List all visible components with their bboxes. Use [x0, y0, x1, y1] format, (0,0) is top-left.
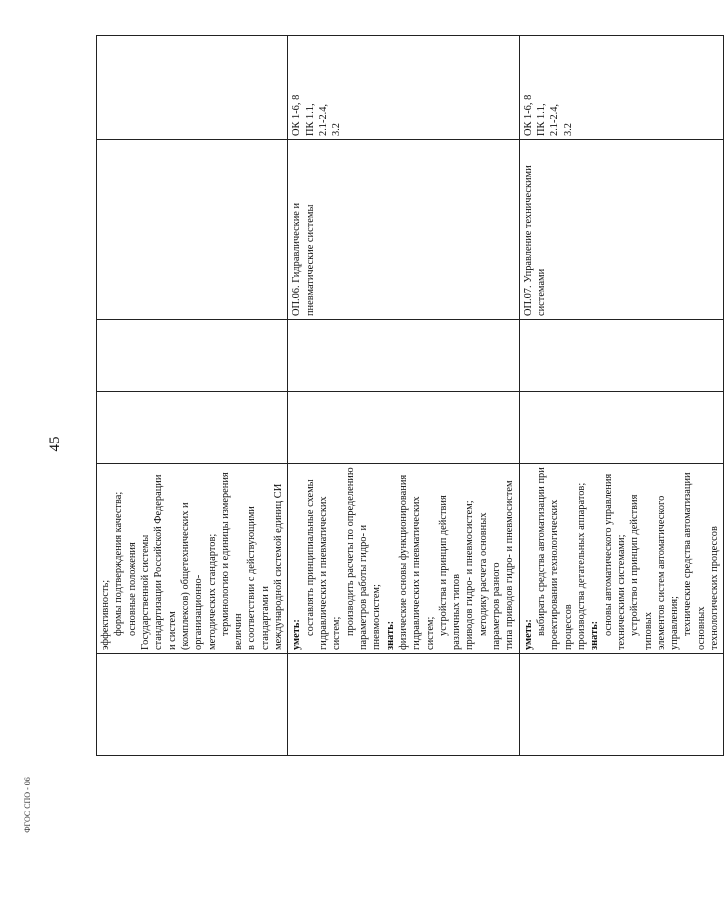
req-line: технологических процессов: [709, 526, 721, 650]
req-line: выбирать средства автоматизации при: [536, 467, 547, 636]
empty-cell: [97, 654, 288, 756]
req-line: технические средства автоматизации основных: [682, 472, 707, 650]
req-line: техническими системами;: [615, 534, 627, 650]
req-line: типа приводов гидро- и пневмосистем: [504, 480, 516, 650]
competence-line: ОК 1-6, 8: [522, 94, 534, 136]
req-line: методику расчета основных параметров разного: [477, 512, 503, 650]
competence-line: 2.1-2.4,: [318, 103, 329, 136]
req-line: эффективность;: [100, 579, 111, 650]
competence-line: 3.2: [562, 123, 574, 136]
competence-line: 3.2: [331, 123, 343, 136]
req-line: знать:: [384, 620, 396, 650]
requirements-cell: [288, 464, 519, 654]
req-line: гидравлических и пневматических систем;: [318, 496, 343, 650]
table-row: [519, 36, 724, 756]
competence-line: 2.1-2.4,: [549, 103, 561, 136]
curriculum-table: [96, 35, 724, 756]
req-line: производить расчеты по определению: [344, 467, 356, 636]
table-row: [97, 36, 288, 756]
req-line: стандартизации Российской Федерации и систем: [153, 474, 178, 650]
req-line: методических стандартов;: [206, 533, 218, 650]
subject-name: ОП.07. Управление техническими системами: [522, 165, 547, 316]
footer-stamp: ФГОС СПО - 06: [23, 777, 32, 833]
page-number: 45: [47, 436, 63, 452]
subject-name: ОП.06. Гидравлические и пневматические системы: [291, 202, 316, 316]
requirements-cell: [97, 464, 288, 654]
req-line: элементов систем автоматического управления;: [655, 495, 681, 650]
competences-cell: [519, 36, 724, 140]
req-line: параметров работы гидро- и пневмосистем;: [357, 524, 383, 650]
req-line: основные положения Государственной системы: [126, 534, 151, 650]
req-line: (комплексов) общетехнических и организационно-: [179, 502, 205, 650]
req-line: приводов гидро- и пневмосистем;: [464, 500, 476, 650]
req-line: основы автоматического управления: [602, 473, 614, 636]
empty-cell: [97, 320, 288, 392]
empty-cell: [519, 320, 724, 392]
req-line: устройство и принцип действия типовых: [629, 494, 654, 650]
req-line: физические основы функционирования: [397, 474, 409, 650]
req-line: составлять принципиальные схемы: [304, 479, 316, 636]
empty-cell: [519, 654, 724, 756]
req-line: гидравлических и пневматических систем;: [411, 496, 436, 650]
req-line: знать:: [589, 620, 601, 650]
rotated-table-wrapper: [96, 36, 721, 756]
req-line: международной системой единиц СИ: [273, 483, 285, 650]
empty-cell: [97, 392, 288, 464]
req-line: уметь:: [291, 619, 303, 650]
req-line: в соответствии с действующими стандартами и: [246, 506, 271, 650]
competence-line: ПК 1.1,: [304, 103, 316, 136]
req-line: устройства и принцип действия различных типов: [437, 495, 463, 650]
req-line: производства детательных аппаратов;: [575, 482, 587, 650]
req-line: терминологию и единицы измерения величин: [219, 472, 245, 650]
requirements-cell: [519, 464, 724, 654]
competences-cell: [97, 36, 288, 140]
req-line: формы подтверждения качества;: [113, 491, 125, 636]
competences-cell: [288, 36, 519, 140]
empty-cell: [288, 392, 519, 464]
subject-cell: [519, 140, 724, 320]
subject-cell: [97, 140, 288, 320]
req-line: проектировании технологических процессов: [549, 499, 574, 650]
competence-line: ОК 1-6, 8: [291, 94, 303, 136]
competence-line: ПК 1.1,: [536, 103, 547, 136]
table-row: [288, 36, 519, 756]
req-line: уметь:: [522, 619, 534, 650]
empty-cell: [288, 320, 519, 392]
empty-cell: [288, 654, 519, 756]
empty-cell: [519, 392, 724, 464]
subject-cell: [288, 140, 519, 320]
